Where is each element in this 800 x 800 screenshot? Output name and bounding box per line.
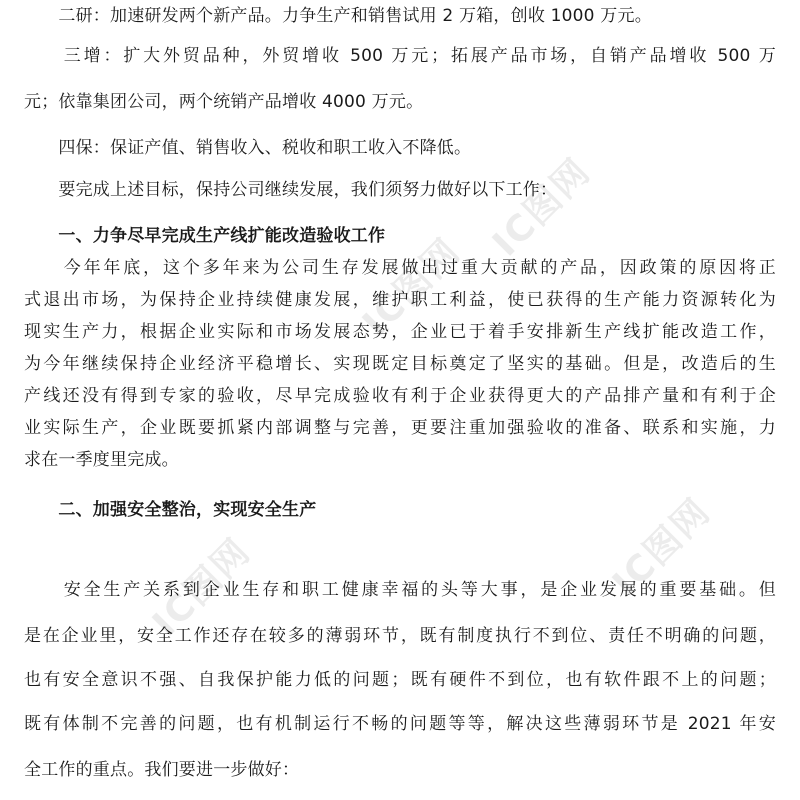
paragraph-line: 式退出市场，为保持企业持续健康发展，维护职工利益，使已获得的生产能力资源转化为 (24, 290, 776, 310)
paragraph-line: 是在企业里，安全工作还存在较多的薄弱环节，既有制度执行不到位、责任不明确的问题， (24, 626, 776, 646)
paragraph-line: 也有安全意识不强、自我保护能力低的问题；既有硬件不到位，也有软件跟不上的问题； (24, 670, 776, 690)
paragraph-line: 四保：保证产值、销售收入、税收和职工收入不降低。 (24, 138, 472, 158)
paragraph-line: 安全生产关系到企业生存和职工健康幸福的头等大事，是企业发展的重要基础。但 (24, 580, 776, 600)
section-heading: 一、力争尽早完成生产线扩能改造验收工作 (24, 226, 386, 246)
paragraph-line: 产线还没有得到专家的验收，尽早完成验收有利于企业获得更大的产品排产量和有利于企 (24, 386, 776, 406)
paragraph-line: 求在一季度里完成。 (24, 450, 179, 470)
watermark: IC图网 (485, 150, 599, 265)
paragraph-line: 现实生产力，根据企业实际和市场发展态势，企业已于着手安排新生产线扩能改造工作， (24, 322, 776, 342)
paragraph-line: 三增：扩大外贸品种，外贸增收 500 万元；拓展产品市场，自销产品增收 500 万 (24, 46, 776, 66)
watermark: IC图网 (145, 530, 259, 645)
paragraph-line: 要完成上述目标，保持公司继续发展，我们须努力做好以下工作： (24, 180, 558, 200)
paragraph-line: 为今年继续保持企业经济平稳增长、实现既定目标奠定了坚实的基础。但是，改造后的生 (24, 354, 776, 374)
paragraph-line: 元；依靠集团公司，两个统销产品增收 4000 万元。 (24, 92, 424, 112)
paragraph-line: 全工作的重点。我们要进一步做好： (24, 760, 300, 780)
paragraph-line: 二研：加速研发两个新产品。力争生产和销售试用 2 万箱，创收 1000 万元。 (24, 6, 652, 26)
section-heading: 二、加强安全整治，实现安全生产 (24, 500, 317, 520)
watermark: IC图网 (605, 490, 719, 605)
paragraph-line: 业实际生产，企业既要抓紧内部调整与完善，更要注重加强验收的准备、联系和实施，力 (24, 418, 776, 438)
paragraph-line: 今年年底，这个多年来为公司生存发展做出过重大贡献的产品，因政策的原因将正 (24, 258, 776, 278)
paragraph-line: 既有体制不完善的问题，也有机制运行不畅的问题等等，解决这些薄弱环节是 2021 年安 (24, 714, 776, 734)
watermark: IC图网 (355, 230, 469, 345)
